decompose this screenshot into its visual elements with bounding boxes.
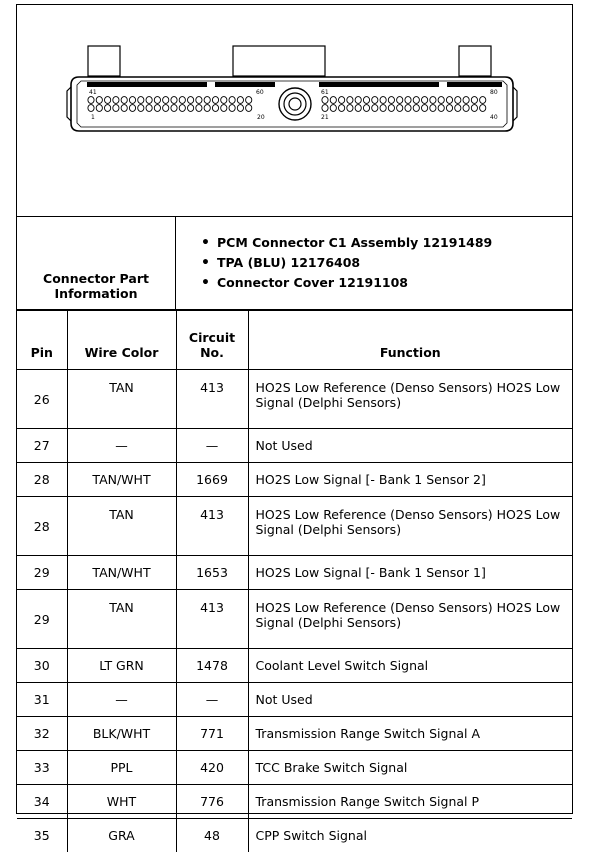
pin-cavity <box>471 97 477 104</box>
pin-cavity <box>138 97 144 104</box>
table-header-row <box>17 311 572 370</box>
pin-cavity <box>422 105 428 112</box>
cell-function: HO2S Low Reference (Denso Sensors) HO2S Low Signal (Delphi Sensors) <box>248 370 572 429</box>
cell-function: HO2S Low Reference (Denso Sensors) HO2S Low Signal (Delphi Sensors) <box>248 497 572 556</box>
cell-wire-color: TAN <box>67 370 176 429</box>
header-circuit-line1: Circuit <box>177 330 248 345</box>
header-pin: Pin <box>17 311 67 370</box>
pin-cavity <box>96 97 102 104</box>
pin-cavity <box>355 97 361 104</box>
pin-cavity <box>380 105 386 112</box>
pin-cavity <box>372 97 378 104</box>
pin-cavity <box>179 105 185 112</box>
pin-cavity <box>372 105 378 112</box>
pin-cavity <box>380 97 386 104</box>
left-latch-tab <box>88 46 120 76</box>
pin-label-41: 41 <box>89 89 97 96</box>
pin-label-20: 20 <box>257 114 265 121</box>
pin-cavity <box>212 97 218 104</box>
table-row <box>17 751 572 785</box>
table-row <box>17 590 572 649</box>
pin-cavity <box>154 97 160 104</box>
pin-cavity <box>422 97 428 104</box>
table-row <box>17 717 572 751</box>
cell-function: Transmission Range Switch Signal A <box>248 717 572 751</box>
cell-pin: 32 <box>17 717 67 751</box>
cell-pin: 26 <box>17 370 67 429</box>
pin-cavity <box>347 97 353 104</box>
center-bolt-hole <box>289 98 301 110</box>
cell-wire-color: TAN/WHT <box>67 556 176 590</box>
connector-sheet <box>16 4 573 814</box>
pin-cavity <box>463 97 469 104</box>
cell-wire-color: TAN/WHT <box>67 463 176 497</box>
cell-circuit: 1669 <box>176 463 248 497</box>
cell-pin: 28 <box>17 463 67 497</box>
table-row <box>17 683 572 717</box>
pin-cavity <box>438 97 444 104</box>
pin-cavity <box>480 105 486 112</box>
pin-cavity <box>388 97 394 104</box>
pin-cavity <box>430 97 436 104</box>
pin-cavity <box>96 105 102 112</box>
pin-cavity <box>88 97 94 104</box>
pinout-table <box>17 310 572 852</box>
cell-pin: 33 <box>17 751 67 785</box>
pin-cavity <box>163 97 169 104</box>
pin-cavity <box>413 97 419 104</box>
cell-wire-color: PPL <box>67 751 176 785</box>
pin-cavity <box>237 105 243 112</box>
pin-cavity <box>212 105 218 112</box>
cell-wire-color: WHT <box>67 785 176 819</box>
pin-cavity <box>105 105 111 112</box>
pin-cavity <box>388 105 394 112</box>
cell-circuit: 1478 <box>176 649 248 683</box>
cell-wire-color: LT GRN <box>67 649 176 683</box>
table-row <box>17 429 572 463</box>
pin-cavity <box>196 97 202 104</box>
pin-label-1: 1 <box>91 114 95 121</box>
pin-cavity <box>221 97 227 104</box>
pin-cavity <box>246 97 252 104</box>
cell-pin: 34 <box>17 785 67 819</box>
cell-pin: 31 <box>17 683 67 717</box>
cell-circuit: 776 <box>176 785 248 819</box>
pin-cavity <box>413 105 419 112</box>
pin-cavity <box>397 97 403 104</box>
pin-cavity <box>339 105 345 112</box>
cell-pin: 30 <box>17 649 67 683</box>
pin-cavity <box>363 105 369 112</box>
cell-circuit: 771 <box>176 717 248 751</box>
pin-cavity <box>196 105 202 112</box>
pin-cavity <box>229 105 235 112</box>
right-key-bar <box>319 82 439 87</box>
cell-wire-color: TAN <box>67 590 176 649</box>
pin-cavity <box>113 105 119 112</box>
pin-cavity <box>121 97 127 104</box>
pin-label-40: 40 <box>490 114 498 121</box>
pin-cavity <box>129 105 135 112</box>
cell-function: TCC Brake Switch Signal <box>248 751 572 785</box>
cell-circuit: 1653 <box>176 556 248 590</box>
pin-cavity <box>171 97 177 104</box>
cell-function: HO2S Low Reference (Denso Sensors) HO2S Low Signal (Delphi Sensors) <box>248 590 572 649</box>
pin-label-80: 80 <box>490 89 498 96</box>
cell-function: Not Used <box>248 683 572 717</box>
pin-cavity <box>146 105 152 112</box>
part-item: • Connector Cover 12191108 <box>189 273 492 293</box>
cell-wire-color: TAN <box>67 497 176 556</box>
table-row <box>17 785 572 819</box>
pin-cavity <box>188 97 194 104</box>
cell-wire-color: GRA <box>67 819 176 852</box>
pin-cavity <box>121 105 127 112</box>
pin-cavity <box>363 97 369 104</box>
pin-label-21: 21 <box>321 114 329 121</box>
cell-circuit: 48 <box>176 819 248 852</box>
pin-cavity <box>229 97 235 104</box>
connector-info-label <box>17 217 176 309</box>
pin-cavity <box>237 97 243 104</box>
pin-cavity <box>405 97 411 104</box>
pin-cavity <box>405 105 411 112</box>
pin-cavity <box>88 105 94 112</box>
pin-cavity <box>463 105 469 112</box>
connector-part-information <box>17 217 572 310</box>
pin-cavity <box>154 105 160 112</box>
table-row <box>17 463 572 497</box>
cell-pin: 28 <box>17 497 67 556</box>
cell-circuit: — <box>176 683 248 717</box>
cell-circuit: 413 <box>176 590 248 649</box>
right-key-bar-2 <box>447 82 502 87</box>
pin-cavity <box>480 97 486 104</box>
pin-label-61: 61 <box>321 89 329 96</box>
pin-cavity <box>129 97 135 104</box>
cell-circuit: 413 <box>176 370 248 429</box>
connector-info-label-line2: Information <box>43 286 149 301</box>
cell-pin: 29 <box>17 590 67 649</box>
center-latch-tab <box>233 46 325 76</box>
pin-cavity <box>204 105 210 112</box>
pin-cavity <box>138 105 144 112</box>
pin-cavity <box>330 97 336 104</box>
left-key-bar-2 <box>215 82 275 87</box>
pin-cavity <box>471 105 477 112</box>
header-circuit-no <box>176 311 248 370</box>
cell-wire-color: BLK/WHT <box>67 717 176 751</box>
cell-function: Not Used <box>248 429 572 463</box>
pin-cavity <box>105 97 111 104</box>
cell-wire-color: — <box>67 683 176 717</box>
connector-part-list <box>189 233 492 293</box>
table-row <box>17 497 572 556</box>
cell-function: CPP Switch Signal <box>248 819 572 852</box>
cell-function: HO2S Low Signal [- Bank 1 Sensor 1] <box>248 556 572 590</box>
pin-cavity <box>322 105 328 112</box>
pin-cavity <box>339 97 345 104</box>
pin-cavity <box>455 105 461 112</box>
connector-info-label-line1: Connector Part <box>43 271 149 286</box>
pin-cavity <box>204 97 210 104</box>
header-function: Function <box>248 311 572 370</box>
cell-function: HO2S Low Signal [- Bank 1 Sensor 2] <box>248 463 572 497</box>
pin-cavity <box>430 105 436 112</box>
pin-cavity <box>355 105 361 112</box>
pin-cavity <box>113 97 119 104</box>
table-row <box>17 649 572 683</box>
cell-pin: 35 <box>17 819 67 852</box>
cell-circuit: 420 <box>176 751 248 785</box>
pin-cavity <box>179 97 185 104</box>
pin-label-60: 60 <box>256 89 264 96</box>
pin-cavity <box>446 97 452 104</box>
connector-diagram <box>17 5 572 217</box>
pin-cavity <box>221 105 227 112</box>
pin-cavity <box>146 97 152 104</box>
pin-cavity <box>347 105 353 112</box>
pin-cavity <box>188 105 194 112</box>
header-circuit-line2: No. <box>177 345 248 360</box>
pin-cavity <box>322 97 328 104</box>
pin-cavity <box>397 105 403 112</box>
table-row <box>17 556 572 590</box>
left-key-bar <box>87 82 207 87</box>
connector-drawing <box>17 5 572 216</box>
cell-function: Coolant Level Switch Signal <box>248 649 572 683</box>
pin-cavity <box>163 105 169 112</box>
cell-circuit: — <box>176 429 248 463</box>
cell-circuit: 413 <box>176 497 248 556</box>
cell-pin: 29 <box>17 556 67 590</box>
right-latch-tab <box>459 46 491 76</box>
cell-wire-color: — <box>67 429 176 463</box>
pin-cavity <box>330 105 336 112</box>
pin-cavity <box>171 105 177 112</box>
header-wire-color: Wire Color <box>67 311 176 370</box>
pin-cavity <box>438 105 444 112</box>
part-item: • PCM Connector C1 Assembly 12191489 <box>189 233 492 253</box>
table-row <box>17 370 572 429</box>
pin-cavity <box>446 105 452 112</box>
cell-function: Transmission Range Switch Signal P <box>248 785 572 819</box>
pin-cavity <box>455 97 461 104</box>
cell-pin: 27 <box>17 429 67 463</box>
part-item: • TPA (BLU) 12176408 <box>189 253 492 273</box>
pin-cavity <box>246 105 252 112</box>
